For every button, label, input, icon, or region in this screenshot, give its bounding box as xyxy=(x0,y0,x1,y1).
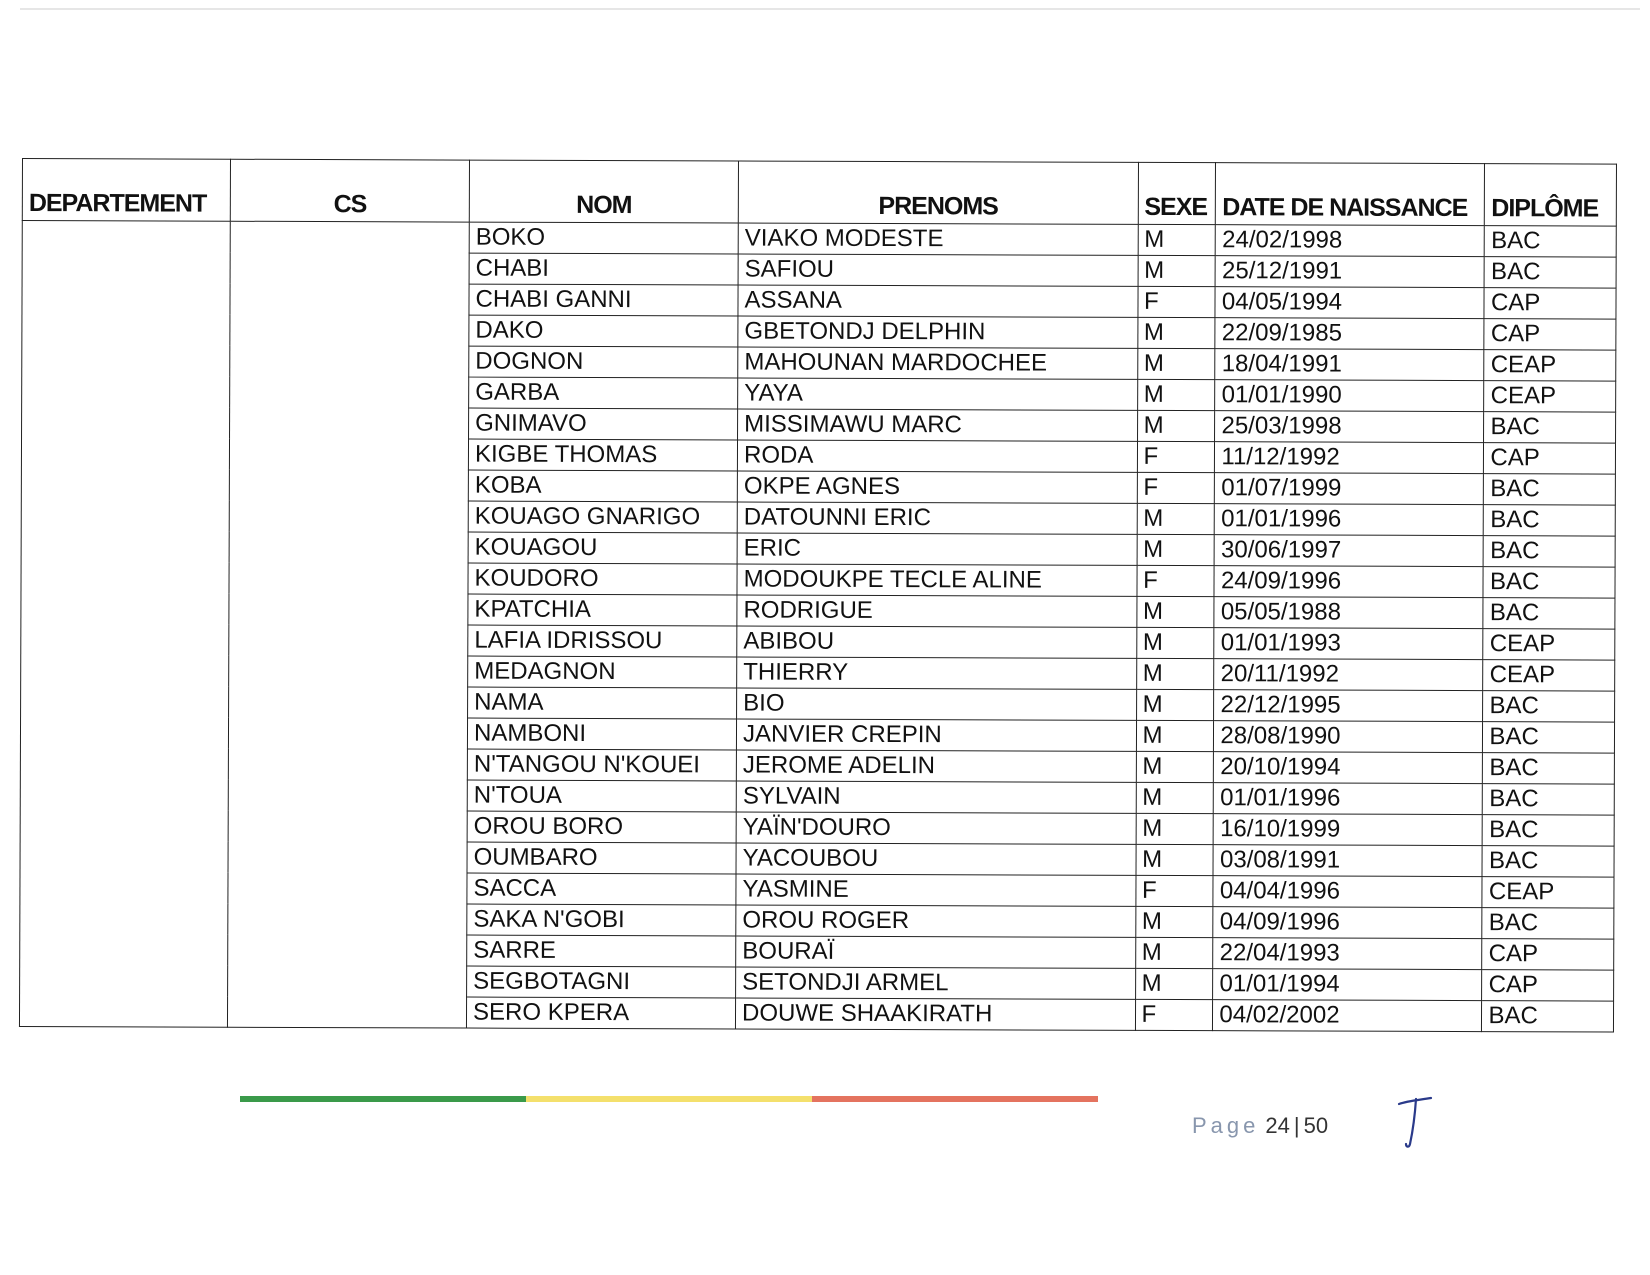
page-total: 50 xyxy=(1303,1113,1329,1138)
flag-bar-yellow xyxy=(526,1096,812,1102)
nom-cell: GARBA xyxy=(469,377,738,409)
diplome-cell: BAC xyxy=(1485,257,1617,288)
prenoms-cell: SAFIOU xyxy=(738,254,1138,286)
prenoms-cell: ABIBOU xyxy=(737,626,1137,658)
flag-bar-green xyxy=(240,1096,526,1102)
prenoms-cell: OKPE AGNES xyxy=(737,471,1137,503)
date-cell: 05/05/1988 xyxy=(1214,597,1483,629)
nom-cell: SEGBOTAGNI xyxy=(467,966,736,998)
sexe-cell: M xyxy=(1135,968,1213,999)
diplome-cell: CAP xyxy=(1484,288,1616,319)
diplome-cell: BAC xyxy=(1483,691,1615,722)
nom-cell: N'TOUA xyxy=(467,780,736,812)
nom-cell: KPATCHIA xyxy=(468,594,737,626)
nom-cell: GNIMAVO xyxy=(469,408,738,440)
date-cell: 04/09/1996 xyxy=(1213,907,1482,939)
date-cell: 25/03/1998 xyxy=(1215,411,1484,443)
cs-cell xyxy=(228,221,469,1028)
sexe-cell: M xyxy=(1136,658,1214,689)
prenoms-cell: GBETONDJ DELPHIN xyxy=(738,316,1138,348)
prenoms-cell: VIAKO MODESTE xyxy=(738,223,1138,255)
prenoms-cell: DATOUNNI ERIC xyxy=(737,502,1137,534)
diplome-cell: BAC xyxy=(1482,908,1614,939)
date-cell: 22/09/1985 xyxy=(1215,318,1484,350)
prenoms-cell: MISSIMAWU MARC xyxy=(738,409,1138,441)
nom-cell: DAKO xyxy=(469,315,738,347)
sexe-cell: M xyxy=(1136,751,1214,782)
date-cell: 01/07/1999 xyxy=(1215,473,1484,505)
date-cell: 28/08/1990 xyxy=(1214,721,1483,753)
prenoms-cell: BIO xyxy=(737,688,1137,720)
diplome-cell: CEAP xyxy=(1483,660,1615,691)
page-current: 24 xyxy=(1265,1113,1290,1138)
header-cs: CS xyxy=(231,159,470,222)
table-row xyxy=(22,221,1616,258)
sexe-cell: M xyxy=(1136,720,1214,751)
sexe-cell: M xyxy=(1136,689,1214,720)
diplome-cell: BAC xyxy=(1482,1001,1614,1032)
diplome-cell: BAC xyxy=(1483,567,1615,598)
diplome-cell: CAP xyxy=(1482,939,1614,970)
sexe-cell: M xyxy=(1137,410,1215,441)
nom-cell: KOBA xyxy=(468,470,737,502)
nom-cell: OROU BORO xyxy=(467,811,736,843)
diplome-cell: BAC xyxy=(1482,846,1614,877)
sexe-cell: M xyxy=(1135,937,1213,968)
date-cell: 20/11/1992 xyxy=(1214,659,1483,691)
date-cell: 01/01/1996 xyxy=(1215,504,1484,536)
diplome-cell: BAC xyxy=(1484,536,1616,567)
prenoms-cell: RODRIGUE xyxy=(737,595,1137,627)
sexe-cell: M xyxy=(1136,596,1214,627)
prenoms-cell: JEROME ADELIN xyxy=(736,750,1136,782)
page-word: Page xyxy=(1192,1113,1260,1138)
nom-cell: SERO KPERA xyxy=(466,997,735,1029)
sexe-cell: M xyxy=(1136,813,1214,844)
sexe-cell: M xyxy=(1137,348,1215,379)
prenoms-cell: THIERRY xyxy=(737,657,1137,689)
sexe-cell: M xyxy=(1136,627,1214,658)
date-cell: 20/10/1994 xyxy=(1214,752,1483,784)
sexe-cell: F xyxy=(1135,875,1213,906)
sexe-cell: M xyxy=(1136,844,1214,875)
date-cell: 04/04/1996 xyxy=(1213,876,1482,908)
prenoms-cell: BOURAÏ xyxy=(736,936,1136,968)
nom-cell: KIGBE THOMAS xyxy=(468,439,737,471)
nom-cell: OUMBARO xyxy=(467,842,736,874)
date-cell: 18/04/1991 xyxy=(1215,349,1484,381)
handwritten-initial-mark xyxy=(1395,1092,1435,1152)
header-nom: NOM xyxy=(469,160,738,223)
table-header-row xyxy=(22,159,1616,227)
prenoms-cell: RODA xyxy=(737,440,1137,472)
header-sexe: SEXE xyxy=(1138,162,1216,224)
nom-cell: KOUDORO xyxy=(468,563,737,595)
date-cell: 11/12/1992 xyxy=(1215,442,1484,474)
date-cell: 22/12/1995 xyxy=(1214,690,1483,722)
header-prenoms: PRENOMS xyxy=(738,161,1138,224)
diplome-cell: BAC xyxy=(1484,412,1616,443)
header-date-naissance: DATE DE NAISSANCE xyxy=(1216,163,1485,226)
date-cell: 22/04/1993 xyxy=(1213,938,1482,970)
flag-bar-red xyxy=(812,1096,1098,1102)
prenoms-cell: YASMINE xyxy=(736,874,1136,906)
diplome-cell: BAC xyxy=(1484,474,1616,505)
diplome-cell: BAC xyxy=(1483,753,1615,784)
prenoms-cell: MODOUKPE TECLE ALINE xyxy=(737,564,1137,596)
sexe-cell: M xyxy=(1137,379,1215,410)
date-cell: 01/01/1990 xyxy=(1215,380,1484,412)
page-separator: | xyxy=(1293,1113,1300,1138)
prenoms-cell: SYLVAIN xyxy=(736,781,1136,813)
scan-edge-line xyxy=(20,8,1640,10)
date-cell: 25/12/1991 xyxy=(1215,256,1484,288)
nom-cell: LAFIA IDRISSOU xyxy=(468,625,737,657)
date-cell: 24/09/1996 xyxy=(1214,566,1483,598)
date-cell: 01/01/1993 xyxy=(1214,628,1483,660)
sexe-cell: M xyxy=(1138,255,1216,286)
date-cell: 04/02/2002 xyxy=(1213,1000,1482,1032)
nom-cell: SAKA N'GOBI xyxy=(467,904,736,936)
sexe-cell: F xyxy=(1138,286,1216,317)
nom-cell: N'TANGOU N'KOUEI xyxy=(467,749,736,781)
diplome-cell: CEAP xyxy=(1483,629,1615,660)
sexe-cell: M xyxy=(1138,224,1216,255)
date-cell: 01/01/1996 xyxy=(1214,783,1483,815)
sexe-cell: M xyxy=(1136,782,1214,813)
date-cell: 03/08/1991 xyxy=(1213,845,1482,877)
prenoms-cell: MAHOUNAN MARDOCHEE xyxy=(738,347,1138,379)
nom-cell: NAMA xyxy=(468,687,737,719)
date-cell: 24/02/1998 xyxy=(1216,225,1485,257)
prenoms-cell: OROU ROGER xyxy=(736,905,1136,937)
diplome-cell: BAC xyxy=(1483,722,1615,753)
sexe-cell: F xyxy=(1137,472,1215,503)
sexe-cell: M xyxy=(1137,534,1215,565)
sexe-cell: M xyxy=(1137,317,1215,348)
nom-cell: CHABI xyxy=(469,253,738,285)
prenoms-cell: YAYA xyxy=(738,378,1138,410)
nom-cell: DOGNON xyxy=(469,346,738,378)
header-departement: DEPARTEMENT xyxy=(22,159,231,222)
nom-cell: KOUAGOU xyxy=(468,532,737,564)
diplome-cell: BAC xyxy=(1485,226,1617,257)
nom-cell: SACCA xyxy=(467,873,736,905)
prenoms-cell: DOUWE SHAAKIRATH xyxy=(736,998,1136,1030)
diplome-cell: BAC xyxy=(1484,505,1616,536)
nom-cell: CHABI GANNI xyxy=(469,284,738,316)
header-diplome: DIPLÔME xyxy=(1485,164,1617,226)
sexe-cell: M xyxy=(1135,906,1213,937)
date-cell: 30/06/1997 xyxy=(1215,535,1484,567)
prenoms-cell: SETONDJI ARMEL xyxy=(736,967,1136,999)
diplome-cell: CAP xyxy=(1484,319,1616,350)
sexe-cell: F xyxy=(1137,565,1215,596)
candidates-table xyxy=(19,158,1617,1033)
prenoms-cell: YAÏN'DOURO xyxy=(736,812,1136,844)
nom-cell: MEDAGNON xyxy=(468,656,737,688)
prenoms-cell: ERIC xyxy=(737,533,1137,565)
departement-cell xyxy=(19,221,230,1028)
date-cell: 04/05/1994 xyxy=(1215,287,1484,319)
prenoms-cell: YACOUBOU xyxy=(736,843,1136,875)
prenoms-cell: JANVIER CREPIN xyxy=(737,719,1137,751)
nom-cell: SARRE xyxy=(467,935,736,967)
diplome-cell: CAP xyxy=(1484,443,1616,474)
diplome-cell: BAC xyxy=(1483,598,1615,629)
sexe-cell: F xyxy=(1137,441,1215,472)
diplome-cell: BAC xyxy=(1483,784,1615,815)
nom-cell: KOUAGO GNARIGO xyxy=(468,501,737,533)
diplome-cell: CAP xyxy=(1482,970,1614,1001)
nom-cell: NAMBONI xyxy=(467,718,736,750)
date-cell: 16/10/1999 xyxy=(1214,814,1483,846)
diplome-cell: BAC xyxy=(1483,815,1615,846)
diplome-cell: CEAP xyxy=(1484,381,1616,412)
prenoms-cell: ASSANA xyxy=(738,285,1138,317)
sexe-cell: M xyxy=(1137,503,1215,534)
date-cell: 01/01/1994 xyxy=(1213,969,1482,1001)
page-number xyxy=(1192,1113,1328,1139)
sexe-cell: F xyxy=(1135,999,1213,1030)
diplome-cell: CEAP xyxy=(1482,877,1614,908)
diplome-cell: CEAP xyxy=(1484,350,1616,381)
table-body xyxy=(19,221,1616,1033)
nom-cell: BOKO xyxy=(469,222,738,254)
